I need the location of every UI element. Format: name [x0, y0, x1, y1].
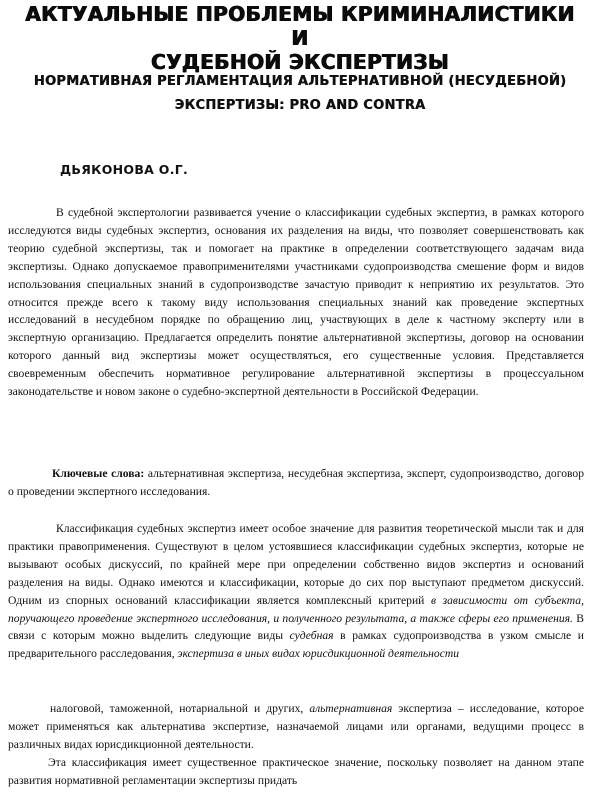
body-italic-other-jurisdiction: экспертиза в иных видах юрисдикционной деятельности	[177, 647, 460, 661]
keywords-paragraph	[8, 465, 584, 501]
body-text-part-4: в рамках судопроизводства в узком смысле и предварительного расследования,	[8, 629, 584, 661]
author-name: ДЬЯКОНОВА О.Г.	[60, 162, 189, 177]
heading-line-1: АКТУАЛЬНЫЕ ПРОБЛЕМЫ КРИМИНАЛИСТИКИ И	[25, 2, 575, 50]
keywords-label: Ключевые слова:	[52, 467, 145, 480]
heading-line-2: СУДЕБНОЙ ЭКСПЕРТИЗЫ	[151, 50, 449, 74]
body-paragraph-1	[8, 520, 584, 663]
keywords-text: альтернативная экспертиза, несудебная экспертиза, эксперт, судопроизводство, договор о проведении экспертного исследования.	[8, 467, 584, 498]
body-text-part-3: В связи с которым можно выделить следующие виды	[8, 611, 585, 643]
body-paragraph-2	[8, 700, 584, 790]
abstract-paragraph: В судебной экспертологии развивается учение о классификации судебных экспертиз, в рамках которого исследуются виды судебных экспертиз, основания их разделения на виды, что позволяет совершенствовать как теорию судебной экспертизы, так и помогает на практике в определении соответствующего задачам вида экспертизы. Однако допускаемое правоприменителями участниками судопроизводства смешение форм и видов использования специальных знаний в судопроизводстве зачастую приводит к неприятию их результатов. Это относится прежде всего к такому виду использования специальных знаний как проведение экспертных исследований в несудебном порядке по обращению лиц, участвующих в деле к частному эксперту или в экспертную организацию. Предлагается определить понятие альтернативной экспертизы, договор на основании которого данный вид экспертизы может осуществляться, его существенные условия. Представляется своевременным обеспечить нормативное регулирование альтернативной экспертизы в процессуальном законодательстве и новом законе о судебно-экспертной деятельности в Российской Федерации.	[8, 206, 584, 399]
article-title	[20, 70, 580, 118]
tail-text-part-2: экспертиза – исследование, которое может применяться как альтернатива экспертизе, назначаемой лицами или органами, ведущими процесс в различных видах юрисдикционной деятельности.	[8, 702, 584, 751]
body-italic-criterion: в зависимости от субъекта, поручающего проведение экспертного исследования, и полученного результата, а также сферы его применения.	[8, 593, 584, 625]
tail-text-part-1: налоговой, таможенной, нотариальной и других,	[50, 702, 304, 715]
body-text-part-1: Классификация судебных экспертиз имеет особое значение для развития теоретической мысли так и для практики правоприменения. Существуют в целом устоявшиеся классификации судебных экспертиз, которые не вызывают особых дискуссий, по крайней мере при определении собственно видов экспертиз и оснований разделения на виды.	[8, 522, 584, 589]
body-text-part-2: Однако имеются и классификации, которые до сих пор выступают предметом дискуссий. Одним из спорных оснований классификации является комплексный критерий	[8, 575, 584, 607]
article-title-line-1: НОРМАТИВНАЯ РЕГЛАМЕНТАЦИЯ АЛЬТЕРНАТИВНОЙ (НЕСУДЕБНОЙ)	[33, 74, 567, 89]
body-italic-judicial: судебная	[289, 629, 334, 643]
journal-section-heading	[20, 2, 580, 74]
tail-text-part-3: Эта классификация имеет существенное практическое значение, поскольку позволяет на данном этапе развития нормативной регламентации экспертизы придать	[8, 755, 584, 787]
tail-italic-alternative: альтернативная	[309, 702, 393, 715]
article-title-line-2: ЭКСПЕРТИЗЫ: PRO AND CONTRA	[174, 98, 426, 113]
